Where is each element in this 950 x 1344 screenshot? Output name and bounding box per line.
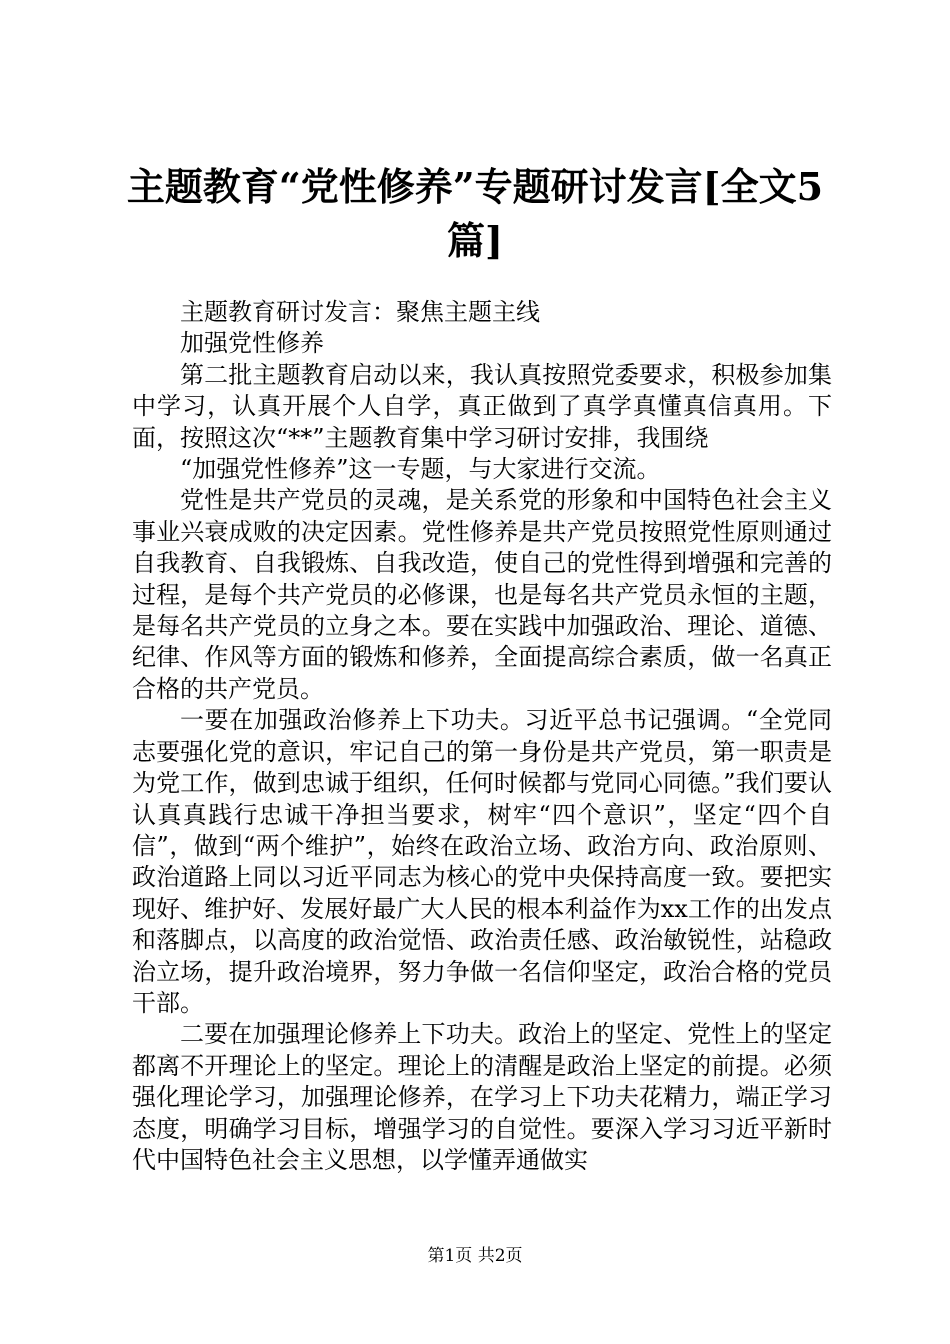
- paragraph-intro: 第二批主题教育启动以来，我认真按照党委要求，积极参加集中学习，认真开展个人自学，真正做到了真学真懂真信真用。下面，按照这次“**”主题教育集中学习研讨安排，我围绕: [132, 360, 832, 452]
- paragraph-political-cultivation: 一要在加强政治修养上下功夫。习近平总书记强调。“全党同志要强化党的意识，牢记自己的第一身份是共产党员，第一职责是为党工作，做到忠诚于组织，任何时候都与党同心同德。”我们要认认真真践行忠诚干净担当要求，树牢“四个意识”，坚定“四个自信”，做到“两个维护”，始终在政治立场、政治方向、政治原则、政治道路上同以习近平同志为核心的党中央保持高度一致。要把实现好、维护好、发展好最广大人民的根本利益作为xx工作的出发点和落脚点，以高度的政治觉悟、政治责任感、政治敏锐性，站稳政治立场，提升政治境界，努力争做一名信仰坚定，政治合格的党员干部。: [132, 706, 832, 1017]
- paragraph-subtitle: 主题教育研讨发言：聚焦主题主线: [180, 298, 540, 326]
- document-body: [132, 297, 832, 1176]
- paragraph-subtitle-2: 加强党性修养: [180, 329, 324, 358]
- document-title: 主题教育“党性修养”专题研讨发言[全文5篇]: [126, 164, 824, 263]
- paragraph-topic: “加强党性修养”这一专题，与大家进行交流。: [180, 455, 661, 484]
- paragraph-theoretical-cultivation: 二要在加强理论修养上下功夫。政治上的坚定、党性上的坚定都离不开理论上的坚定。理论上的清醒是政治上坚定的前提。必须强化理论学习，加强理论修养，在学习上下功夫花精力，端正学习态度，明确学习目标，增强学习的自觉性。要深入学习习近平新时代中国特色社会主义思想，以学懂弄通做实: [132, 1020, 832, 1174]
- page-footer: 第1页 共2页: [427, 1246, 523, 1266]
- paragraph-party-spirit: 党性是共产党员的灵魂，是关系党的形象和中国特色社会主义事业兴衰成败的决定因素。党性修养是共产党员按照党性原则通过自我教育、自我锻炼、自我改造，使自己的党性得到增强和完善的过程，是每个共产党员的必修课，也是每名共产党员永恒的主题，是每名共产党员的立身之本。要在实践中加强政治、理论、道德、纪律、作风等方面的锻炼和修养，全面提高综合素质，做一名真正合格的共产党员。: [132, 486, 832, 703]
